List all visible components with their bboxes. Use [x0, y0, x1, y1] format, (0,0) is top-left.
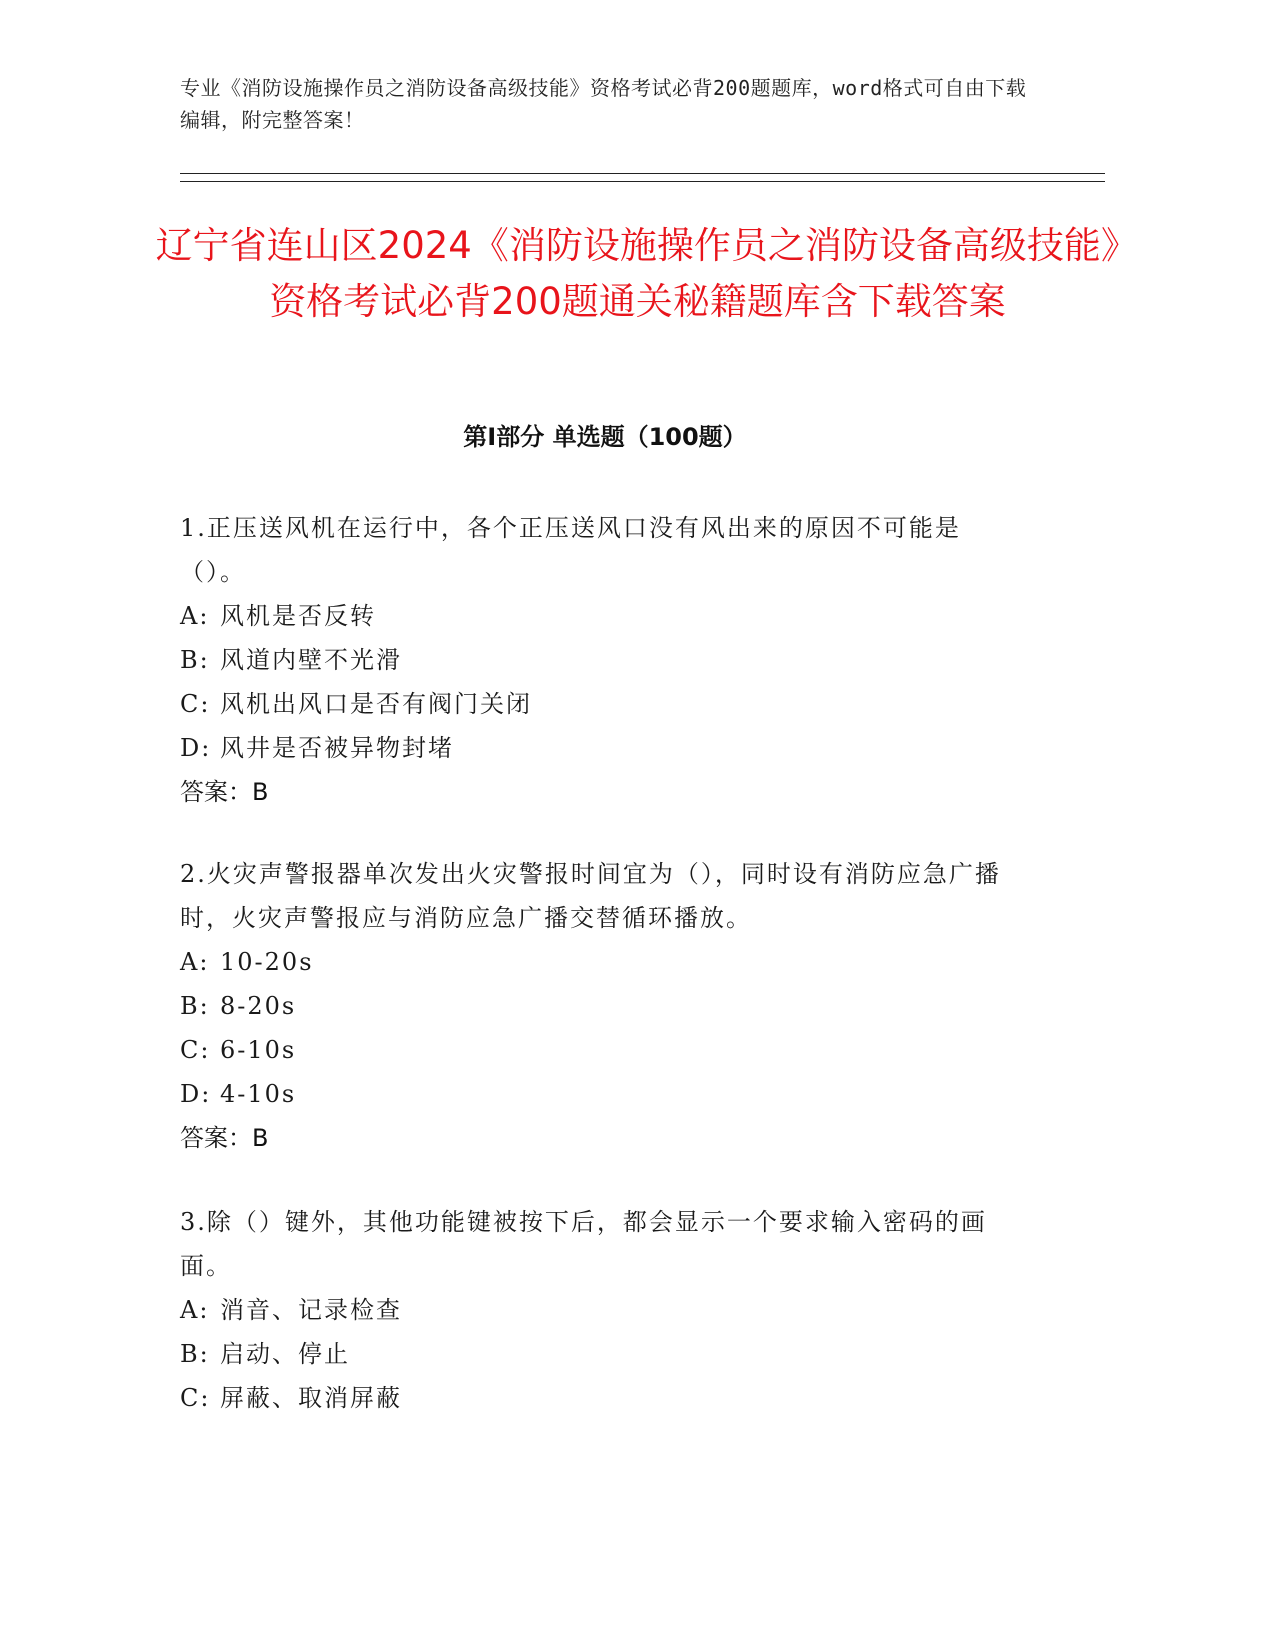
option-letter: D: — [180, 1080, 212, 1108]
answer-line: 答案：B — [180, 778, 269, 806]
option-text: 启动、停止 — [220, 1340, 350, 1368]
option-text: 风井是否被异物封堵 — [220, 734, 454, 762]
option-letter: B: — [180, 646, 210, 674]
option-text: 4-10s — [220, 1080, 297, 1108]
option-b — [180, 638, 1020, 682]
option-c — [180, 1028, 1020, 1072]
option-letter: D: — [180, 734, 212, 762]
option-a — [180, 594, 1020, 638]
option-letter: C: — [180, 1384, 211, 1412]
question-stem: 1.正压送风机在运行中，各个正压送风口没有风出来的原因不可能是（）。 — [180, 514, 961, 586]
option-letter: C: — [180, 690, 211, 718]
option-c — [180, 1376, 1020, 1420]
question-stem: 2.火灾声警报器单次发出火灾警报时间宜为（），同时设有消防应急广播时，火灾声警报应与消防应急广播交替循环播放。 — [180, 860, 1001, 932]
option-letter: B: — [180, 992, 210, 1020]
question-1 — [180, 506, 1020, 814]
option-text: 10-20s — [220, 948, 314, 976]
question-2 — [180, 852, 1020, 1160]
option-text: 6-10s — [220, 1036, 297, 1064]
option-text: 风机出风口是否有阀门关闭 — [220, 690, 532, 718]
option-b — [180, 1332, 1020, 1376]
option-text: 消音、记录检查 — [220, 1296, 402, 1324]
option-letter: A: — [180, 1296, 210, 1324]
option-d — [180, 726, 1020, 770]
answer-line: 答案：B — [180, 1124, 269, 1152]
header-divider-thick — [180, 173, 1105, 174]
option-text: 风机是否反转 — [220, 602, 376, 630]
section-heading: 第Ⅰ部分 单选题（100题） — [463, 423, 747, 451]
option-letter: A: — [180, 602, 210, 630]
option-c — [180, 682, 1020, 726]
option-text: 风道内壁不光滑 — [220, 646, 402, 674]
option-letter: B: — [180, 1340, 210, 1368]
option-d — [180, 1072, 1020, 1116]
option-a — [180, 1288, 1020, 1332]
option-b — [180, 984, 1020, 1028]
option-letter: C: — [180, 1036, 211, 1064]
header-divider-thin — [180, 181, 1105, 182]
question-3 — [180, 1200, 1020, 1420]
document-title: 辽宁省连山区2024《消防设施操作员之消防设备高级技能》资格考试必背200题通关秘籍题库含下载答案 — [155, 224, 1120, 323]
question-stem: 3.除（）键外，其他功能键被按下后，都会显示一个要求输入密码的画面。 — [180, 1208, 987, 1280]
option-text: 屏蔽、取消屏蔽 — [220, 1384, 402, 1412]
option-a — [180, 940, 1020, 984]
option-letter: A: — [180, 948, 210, 976]
option-text: 8-20s — [220, 992, 297, 1020]
header-note: 专业《消防设施操作员之消防设备高级技能》资格考试必背200题题库，word格式可自由下载编辑，附完整答案！ — [180, 76, 1027, 132]
